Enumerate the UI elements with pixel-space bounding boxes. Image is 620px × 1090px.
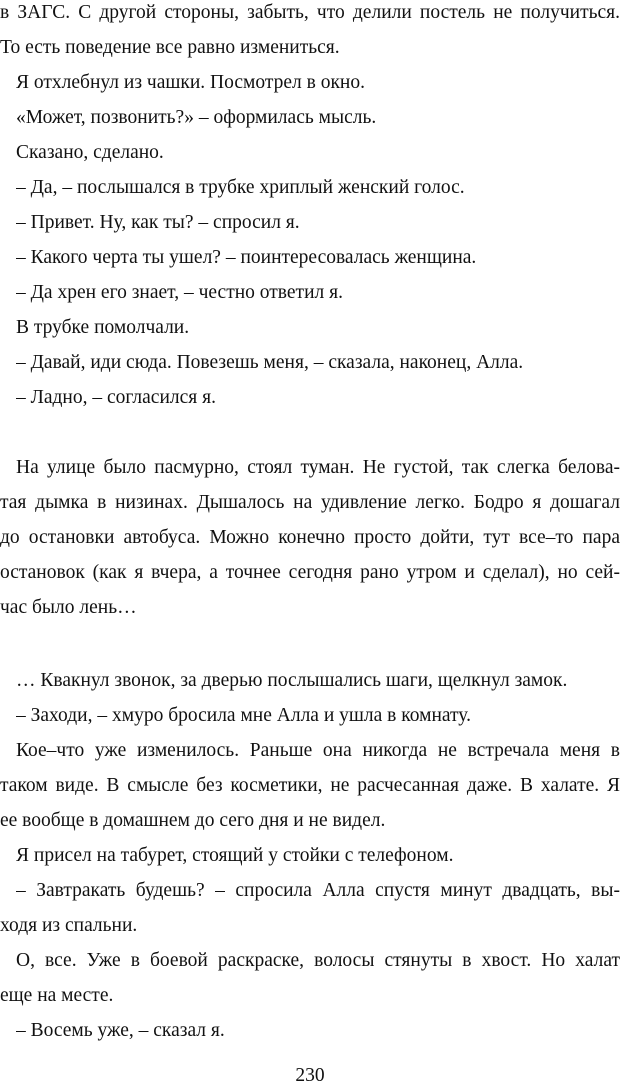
text-line: Я отхлебнул из чашки. Посмотрел в окно.	[16, 72, 365, 93]
page-number: 230	[295, 1065, 325, 1086]
text-line: … Квакнул звонок, за дверью послышались шаги, щелкнул замок.	[16, 670, 568, 691]
text-line: час было лень…	[0, 597, 137, 618]
text-line: – Привет. Ну, как ты? – спросил я.	[16, 212, 300, 233]
text-line: – Да, – послышался в трубке хриплый женский голос.	[16, 177, 465, 198]
text-line: ходя из спальни.	[0, 915, 138, 936]
text-line: Кое–что уже изменилось. Раньше она никогда не встречала меня в	[16, 740, 620, 761]
text-line: На улице было пасмурно, стоял туман. Не густой, так слегка белова-	[16, 457, 620, 478]
text-line: Сказано, сделано.	[16, 142, 164, 163]
text-line: «Может, позвонить?» – оформилась мысль.	[16, 107, 377, 128]
text-line: – Заходи, – хмуро бросила мне Алла и ушла в комнату.	[16, 705, 471, 726]
text-line: – Да хрен его знает, – честно ответил я.	[16, 282, 343, 303]
text-line: – Давай, иди сюда. Повезешь меня, – сказала, наконец, Алла.	[16, 352, 524, 373]
text-line: остановок (как я вчера, а точнее сегодня рано утром и сделал), но сей-	[0, 562, 620, 583]
text-line: – Завтракать будешь? – спросила Алла спустя минут двадцать, вы-	[16, 880, 620, 901]
text-line: То есть поведение все равно измениться.	[0, 37, 340, 58]
text-line: – Восемь уже, – сказал я.	[16, 1020, 225, 1041]
text-line: таком виде. В смысле без косметики, не расчесанная даже. В халате. Я	[0, 775, 620, 796]
text-line: Я присел на табурет, стоящий у стойки с телефоном.	[16, 845, 454, 866]
text-line: тая дымка в низинах. Дышалось на удивление легко. Бодро я дошагал	[0, 492, 620, 513]
text-line: ее вообще в домашнем до сего дня и не видел.	[0, 810, 386, 831]
text-line: – Какого черта ты ушел? – поинтересовалась женщина.	[16, 247, 477, 268]
text-line: в ЗАГС. С другой стороны, забыть, что делили постель не получиться.	[0, 2, 620, 23]
text-line: В трубке помолчали.	[16, 317, 190, 338]
text-line: – Ладно, – согласился я.	[16, 387, 216, 408]
text-line: О, все. Уже в боевой раскраске, волосы стянуты в хвост. Но халат	[16, 950, 620, 971]
text-line: еще на месте.	[0, 985, 114, 1006]
text-line: до остановки автобуса. Можно конечно просто дойти, тут все–то пара	[0, 527, 620, 548]
